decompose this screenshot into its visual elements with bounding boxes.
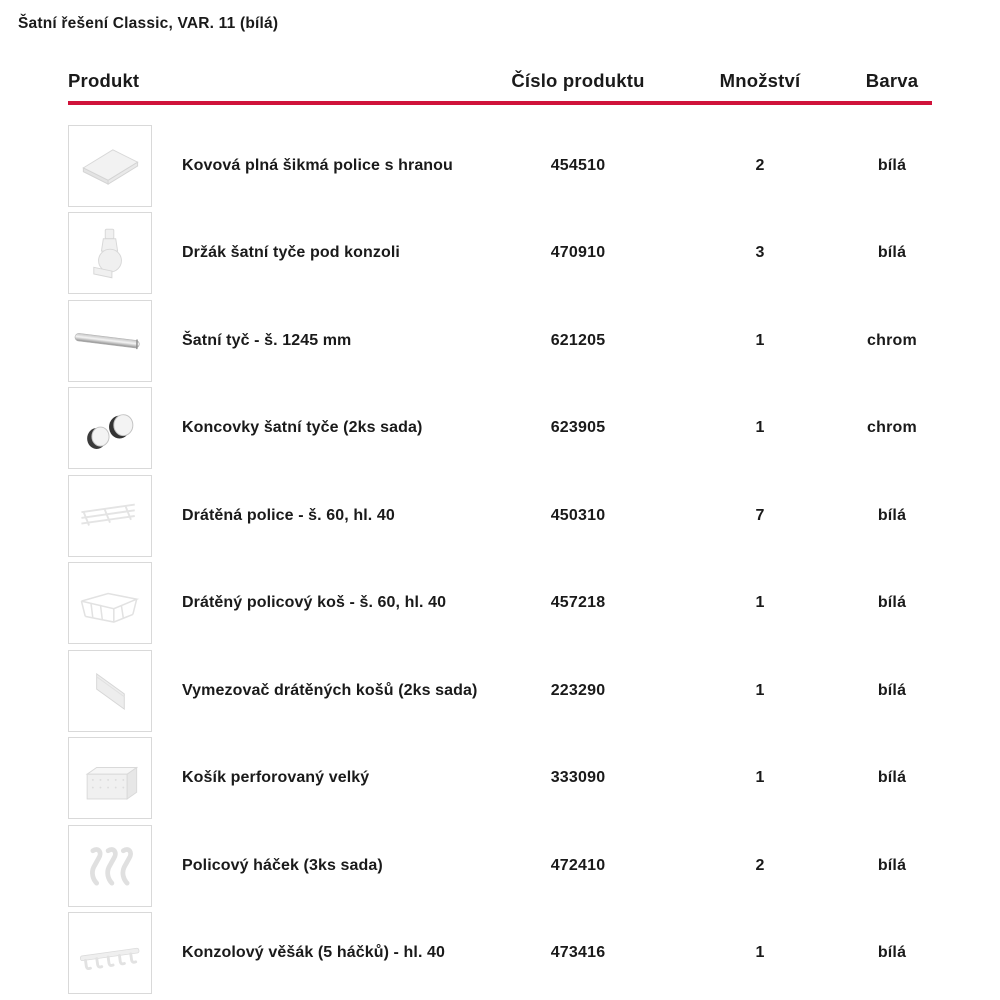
rod-end-caps-icon [68, 387, 152, 469]
product-name: Drátěná police - š. 60, hl. 40 [182, 506, 395, 524]
product-name: Vymezovač drátěných košů (2ks sada) [182, 681, 478, 699]
product-color-cell: chrom [867, 331, 917, 349]
table-row [68, 210, 932, 298]
product-quantity-cell: 2 [755, 156, 765, 174]
product-quantity-cell: 1 [755, 681, 765, 699]
product-color-cell: chrom [867, 419, 917, 437]
product-quantity-cell: 1 [755, 594, 765, 612]
product-name: Koncovky šatní tyče (2ks sada) [182, 419, 423, 437]
product-number-cell: 621205 [550, 331, 606, 349]
rod-holder-bracket-icon [68, 212, 152, 294]
product-number-cell: 472410 [550, 856, 606, 874]
table-row [68, 822, 932, 910]
product-color-cell: bílá [877, 681, 907, 699]
table-header-row [68, 60, 932, 101]
product-name: Drátěný policový koš - š. 60, hl. 40 [182, 594, 447, 612]
page-title: Šatní řešení Classic, VAR. 11 (bílá) [18, 15, 279, 32]
product-number-cell: 457218 [550, 594, 606, 612]
product-color-cell: bílá [877, 244, 907, 262]
product-name: Šatní tyč - š. 1245 mm [182, 331, 352, 349]
column-header-quantity: Množství [719, 70, 801, 91]
product-name: Konzolový věšák (5 háčků) - hl. 40 [182, 944, 446, 962]
product-color-cell: bílá [877, 594, 907, 612]
column-header-color: Barva [865, 70, 919, 91]
wire-shelf-icon [68, 475, 152, 557]
table-row [68, 472, 932, 560]
product-number-cell: 333090 [550, 769, 606, 787]
table-row [68, 385, 932, 473]
product-quantity-cell: 1 [755, 331, 765, 349]
column-header-number: Číslo produktu [511, 70, 645, 91]
product-color-cell: bílá [877, 769, 907, 787]
product-name: Držák šatní tyče pod konzoli [182, 244, 400, 262]
product-number-cell: 623905 [550, 419, 606, 437]
product-quantity-cell: 1 [755, 419, 765, 437]
table-row [68, 560, 932, 648]
product-number-cell: 223290 [550, 681, 606, 699]
product-color-cell: bílá [877, 156, 907, 174]
shelf-hooks-icon [68, 825, 152, 907]
hanger-rail-5-hooks-icon [68, 912, 152, 994]
table-row [68, 122, 932, 210]
product-name: Policový háček (3ks sada) [182, 856, 383, 874]
product-color-cell: bílá [877, 856, 907, 874]
product-name: Kovová plná šikmá police s hranou [182, 156, 453, 174]
product-quantity-cell: 3 [755, 244, 765, 262]
product-number-cell: 454510 [550, 156, 606, 174]
product-quantity-cell: 7 [755, 506, 765, 524]
chrome-rod-icon [68, 300, 152, 382]
basket-divider-icon [68, 650, 152, 732]
product-number-cell: 473416 [550, 944, 606, 962]
product-quantity-cell: 2 [755, 856, 765, 874]
table-row [68, 735, 932, 823]
table-body [68, 122, 932, 997]
product-quantity-cell: 1 [755, 769, 765, 787]
table-row [68, 297, 932, 385]
product-color-cell: bílá [877, 506, 907, 524]
product-quantity-cell: 1 [755, 944, 765, 962]
perforated-basket-icon [68, 737, 152, 819]
product-number-cell: 470910 [550, 244, 606, 262]
wire-basket-icon [68, 562, 152, 644]
product-name: Košík perforovaný velký [182, 769, 370, 787]
product-table [68, 60, 932, 997]
table-row [68, 647, 932, 735]
column-header-product: Produkt [68, 70, 140, 91]
table-row [68, 910, 932, 998]
product-number-cell: 450310 [550, 506, 606, 524]
slanted-metal-shelf-icon [68, 125, 152, 207]
product-color-cell: bílá [877, 944, 907, 962]
header-divider [68, 101, 932, 105]
